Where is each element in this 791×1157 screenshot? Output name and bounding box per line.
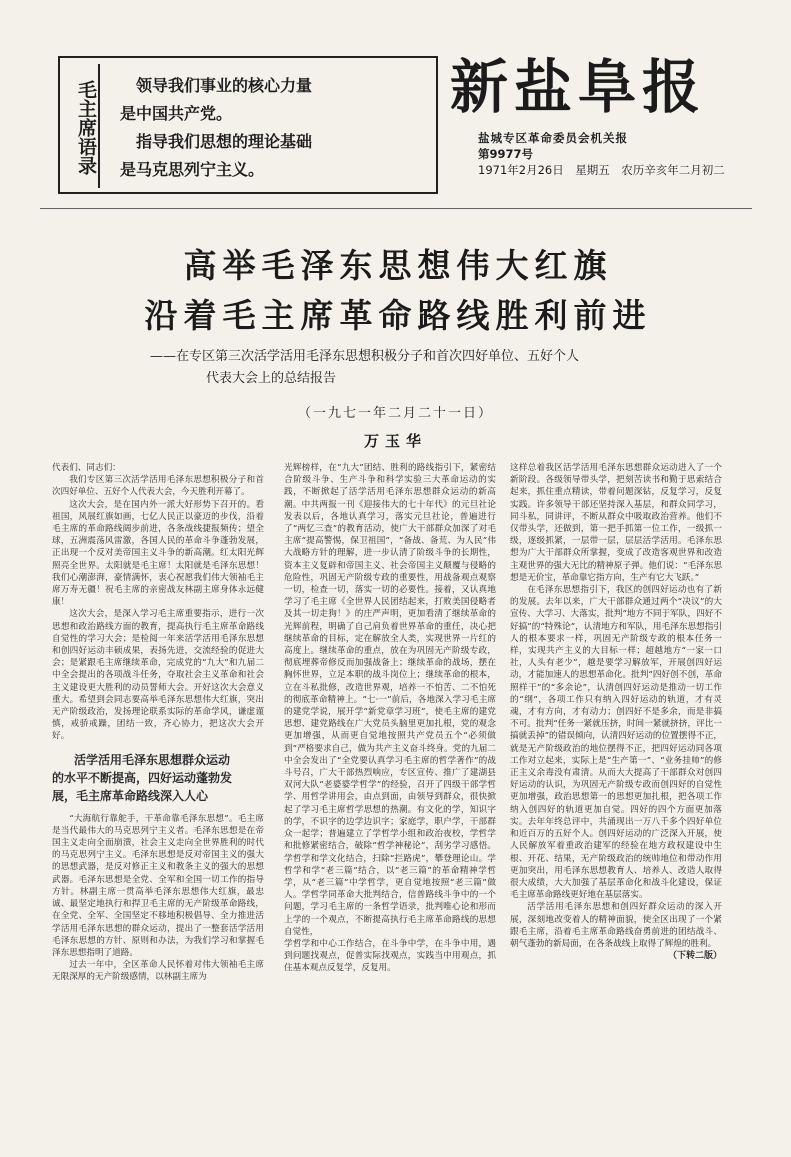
paragraph: 过去一年中，全区革命人民怀着对伟大领袖毛主席无限深厚的无产阶级感情，以林副主席为 <box>52 960 264 983</box>
header-divider <box>40 208 752 209</box>
paragraph: “大海航行靠舵手，干革命靠毛泽东思想”。毛主席是当代最伟大的马克思列宁主义者。毛泽东思想是在帝国主义走向全面崩溃，社会主义走向全世界胜利的时代的马克思列宁主义。毛泽东思想是反对帝国主义的强大的思想武器，是反对修正主义和教条主义的强大的思想武器。毛泽东思想是全党、全军和全国一切工作的指导方针。林副主席一贯高举毛泽东思想伟大红旗，最忠诚、最坚定地执行和捍卫毛主席的无产阶级革命路线，在全党、全军、全国坚定不移地积极倡导、全力推进活学活用毛泽东思想的群众运动，提出了一整套活学活用毛泽东思想的方针、原则和办法，为我们学习和掌握毛泽东思想指明了道路。 <box>52 813 264 958</box>
headline-line-1: 高举毛泽东思想伟大红旗 <box>183 246 613 285</box>
report-date: （一九七一年二月二十一日） <box>297 406 493 421</box>
continued-on-page-2: （下转二版） <box>667 951 722 962</box>
quotation-line: 领导我们事业的核心力量 <box>136 76 313 95</box>
section-heading-line: 活学活用毛泽东思想群众运动 <box>74 752 231 767</box>
quotation-text <box>120 72 430 184</box>
paragraph: 这样总着我区活学活用毛泽东思想群众运动进入了一个新阶段。各级领导带头学，把刻苦读书和勤于思索结合起来，抓住重点精读，带着问题深钻，反复学习，反复实践。许多领导干部还坚持深入基层，和群众同学习，同斗私，同讲评，不断从群众中吸取政治营养。他们不仅带头学，还做到，第一把手抓第一位工作，一级抓一级，逐级抓紧，一层带一层，层层活学活用。毛泽东思想为广大干部群众所掌握，变成了改造客观世界和改造主观世界的强大无比的精神原子弹。他们说：“毛泽东思想是无价宝，革命靠它指方向，生产有它大飞跃。” <box>510 463 722 583</box>
paragraph: 学哲学和中心工作结合，在斗争中学，在斗争中用，遇到问题找观点，促普实际找观点，实践当中用观点，抓住基本观点反复学，反复用。 <box>284 938 496 974</box>
mao-quotation-box <box>58 56 438 194</box>
paragraph: 光辉榜样，在“九大”团结、胜利的路线指引下，紧密结合阶级斗争、生产斗争和科学实验三大革命运动的实践，不断掀起了活学活用毛泽东思想群众运动的新高潮。中共两报一刊《迎接伟大的七十年代》的元旦社论发表以后，各地认真学习，落实元旦社论，普遍进行了“两忆三查”的教育活动，使广大干部群众加深了对毛主席“提高警惕，保卫祖国”，“备战、备荒、为人民”伟大战略方针的理解，进一步认清了阶级斗争的长期性，资本主义复辟和帝国主义、社会帝国主义颠覆与侵略的危险性，巩固无产阶级专政的重要性，用战备观点观察一切，检查一切，落实一切的必要性。接着，又认真地学习了毛主席《全世界人民团结起来，打败美国侵略者及其一切走狗！》的庄严声明，更加看清了继续革命的光辉前程，明确了自己肩负着世界革命的重任，决心把继续革命的目标，定在解放全人类，实现世界一片红的高度上。继续革命的重点，放在为巩固无产阶级专政，彻底埋葬帝修反而加强战备上；继续革命的战场，摆在胸怀世界，立足本职的战斗岗位上；继续革命的根本，立在斗私批修，改造世界观，培养一不怕苦、二不怕死的彻底革命精神上。“七·一”前后，各地深入学习毛主席的建党学说，展开学“新党章学习班”，使毛主席的建党思想、建党路线在广大党员头脑里更加扎根，党的观念更加增强，从而更自觉地按照共产党员五个“必须做到”严格要求自己，做为共产主义奋斗终身。党的九届二中全会发出了“全党要认真学习毛主席的哲学著作”的战斗号召，广大干部热烈响应，专区宣传、推广了建湖县双河大队“老婆婆学哲学”的经验，召开了四级干部学哲学、用哲学讲用会，由点到面，由领导到群众，很快掀起了学习毛主席哲学思想的热潮。有文化的学，知识字的学，不识字的边学边识字；家庭学，职户学，干部群众一起学；普遍建立了学哲学小组和政治夜校，学哲学和批修紧密结合，破除“哲学神秘论”，刮劣学习感悟。学哲学和学文化结合，扫除“拦路虎”，攀登理论山。学哲学和学“老三篇”结合，以“老三篇”的革命精神学哲学，从“老三篇”中学哲学，更自觉地按照“老三篇”做人。学哲学同革命大批判结合，信普路线斗争中的一个问题，学习毛主席的一条哲学语录，批判唯心论和形而上学的一个观点，不断提高执行毛主席革命路线的思想自觉性， <box>284 463 496 937</box>
newspaper-title: 新盐阜报 <box>450 53 707 121</box>
paragraph: 在毛泽东思想指引下，我区的创四好运动也有了新的发展。去年以来，广大干部群众通过两个“决议”的大宣传、大学习、大落实，批判“地方不同于军队，四好不好搞”的“特殊论”，认清地方和军队，用毛泽东思想指引人的根本要求一样，巩固无产阶级专政的根本任务一样，实现共产主义的大目标一样；超越地方“一家一口社，人头有老少”，越是要学习解放军，开展创四好运动，才能加速人的思想革命化。批判“四好创不创，革命照样干”的“多余论”，认清创四好运动是推动一切工作的“纲”，各项工作只有纳入四好运动的轨道，才有灵魂，才有方向，才有动力；创四好不是多余，而是非搞不可。批判“任务一紧就压挤，时间一紧就挤挤，评比一搞就丢掉”的错误倾向，认清四好运动的位置摆得不正，就是无产阶级政治的地位摆得不正，把四好运动同各项工作对立起来，实际上是“生产第一”、“业务挂帅”的修正主义余毒没有肃清。从而大大提高了干部群众对创四好运动的认识，为巩固无产阶级专政而创四好的自觉性更加增强，政治思想第一的思想更加扎根，把各项工作纳入创四好的轨道更加自觉。四好的四个方面更加落实。去年年终总评中，共涌现出一万八千多个四好单位和近百万的五好个人。创四好运动的广泛深入开展，使人民解放军着重政治建军的经验在地方政权建设中生根、开花、结果，无产阶级政治的统帅地位和带动作用更加突出，用毛泽东思想教育人、培养人、改造人取得很大成绩，大大加强了基层革命化和战斗化建设，保证毛主席革命路线更好地在基层落实。 <box>510 585 722 901</box>
masthead-info <box>478 130 748 178</box>
paragraph: 我们专区第三次活学活用毛泽东思想积极分子和首次四好单位、五好个人代表大会，今天胜利开幕了。 <box>52 475 264 498</box>
article-column-2 <box>284 462 496 1146</box>
paragraph: 代表们、同志们： <box>52 463 121 473</box>
section-heading <box>52 751 264 805</box>
issue-number: 第9977号 <box>478 147 534 161</box>
subtitle-line: 代表大会上的总结报告 <box>206 371 337 386</box>
publication-date: 1971年2月26日 星期五 农历辛亥年二月初二 <box>478 163 725 177</box>
quotation-line: 指导我们思想的理论基础 <box>136 132 313 151</box>
publisher: 盐城专区革命委员会机关报 <box>478 131 628 145</box>
subtitle-line: ——在专区第三次活学活用毛泽东思想积极分子和首次四好单位、五好个人 <box>150 349 580 364</box>
quotation-heading: 毛主席语录 <box>66 64 100 188</box>
paragraph: 这次大会，是深入学习毛主席重要指示，进行一次思想和政治路线方面的教育，提高执行毛主席革命路线自觉性的学习大会；是检阅一年来活学活用毛泽东思想和创四好运动丰硕成果，表扬先进，交流经验的促进大会；是紧跟毛主席继续革命，完成党的“九大”和九届二中全会提出的各项战斗任务，夺取社会主义革命和社会主义建设更大胜利的动员誓师大会。开好这次大会意义重大。希望到会同志要高举毛泽东思想伟大红旗，突出无产阶级政治，发扬理论联系实际的革命学风，谦虚谨慎，戒骄戒躁，团结一致，齐心协力，把这次大会开好。 <box>52 609 264 742</box>
section-heading-line: 的水平不断提高，四好运动蓬勃发 <box>52 770 233 785</box>
paragraph: 活学活用毛泽东思想和创四好群众运动的深入开展，深刻地改变着人的精神面貌，使全区出现了一个紧跟毛主席，沿着毛主席革命路线奋勇前进的团结战斗、朝气蓬勃的新局面，在各条战线上取得了辉煌的胜利。 <box>510 902 722 949</box>
headline-line-2: 沿着毛主席革命路线胜利前进 <box>144 296 652 335</box>
quotation-line: 是马克思列宁主义。 <box>120 160 265 179</box>
article-subtitle <box>150 346 710 390</box>
paragraph: 这次大会，是在国内外一派大好形势下召开的。看祖国，风展红旗如画，七亿人民正以豪迈的步伐，沿着毛主席的革命路线阔步前进，各条战线捷报频传；望全球，五洲震荡风雷激，各国人民的革命斗争蓬勃发展，正出现一个反对美帝国主义斗争的新高潮。红太阳光辉照亮全世界。太阳就是毛主席！太阳就是毛泽东思想！我们心潮澎湃，豪情满怀，衷心祝愿我们伟大领袖毛主席万寿无疆！祝毛主席的亲密战友林副主席身体永远健康！ <box>52 499 264 608</box>
author-name: 万玉华 <box>363 432 427 450</box>
article-column-3 <box>510 462 722 1146</box>
article-column-1 <box>52 462 264 1146</box>
section-heading-line: 展，毛主席革命路线深入人心 <box>52 788 209 803</box>
quotation-line: 是中国共产党。 <box>120 104 233 123</box>
